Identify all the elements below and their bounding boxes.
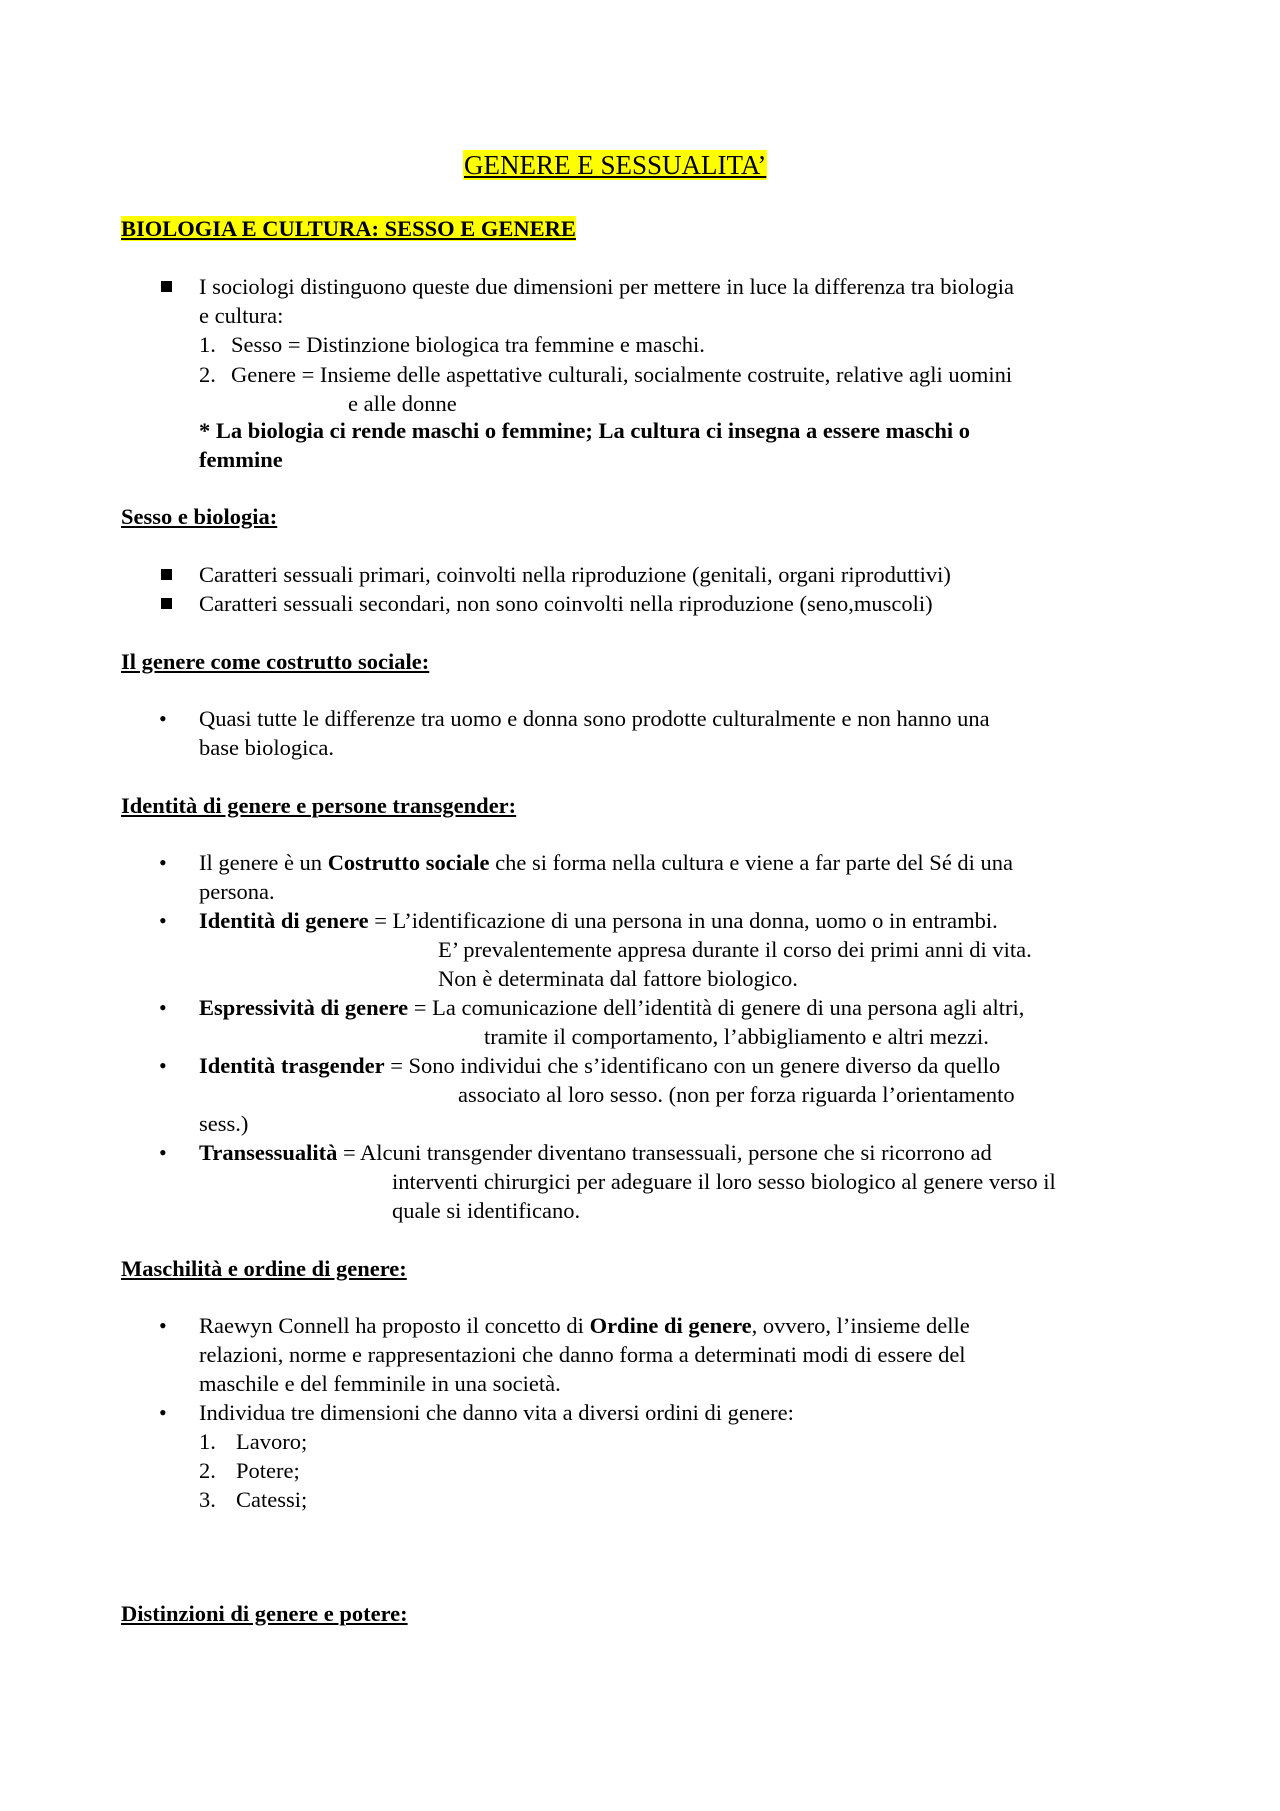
bullet-dot-icon: • [159,1140,167,1165]
bold-note: * La biologia ci rende maschi o femmine; La cultura ci insegna a essere maschi o [199,418,970,443]
bullet-text: Caratteri sessuali secondari, non sono coinvolti nella riproduzione (seno,muscoli) [199,591,933,616]
bullet-text-continuation: E’ prevalentemente appresa durante il corso dei primi anni di vita. [438,937,1032,962]
bullet-text: I sociologi distinguono queste due dimensioni per mettere in luce la differenza tra biologia [199,274,1014,299]
bullet-text: Transessualità = Alcuni transgender diventano transessuali, persone che si ricorrono ad [199,1140,992,1165]
bullet-dot-icon: • [159,995,167,1020]
bullet-text-continuation: tramite il comportamento, l’abbigliamento e altri mezzi. [484,1024,989,1049]
bullet-text-continuation: persona. [199,879,275,904]
bullet-text: Identità di genere = L’identificazione di una persona in una donna, uomo o in entrambi. [199,908,998,933]
section-heading-maschilita: Maschilità e ordine di genere: [121,1256,407,1281]
square-bullet-icon [161,598,172,609]
bullet-text: Raewyn Connell ha proposto il concetto di Ordine di genere, ovvero, l’insieme delle [199,1313,970,1338]
bullet-text-continuation: quale si identificano. [392,1198,581,1223]
bullet-text-continuation: Non è determinata dal fattore biologico. [438,966,798,991]
numbered-item-continuation: e alle donne [348,391,457,416]
bullet-text: Identità trasgender = Sono individui che s’identificano con un genere diverso da quello [199,1053,1001,1078]
bold-note-continuation: femmine [199,447,283,472]
numbered-item: 2. Genere = Insieme delle aspettative culturali, socialmente costruite, relative agli uomini [199,362,1013,387]
numbered-item: 3. Catessi; [199,1487,308,1512]
bullet-text-continuation: associato al loro sesso. (non per forza riguarda l’orientamento [458,1082,1015,1107]
bullet-dot-icon: • [159,850,167,875]
section-heading-biologia-cultura: BIOLOGIA E CULTURA: SESSO E GENERE [121,216,576,241]
bullet-text: Individua tre dimensioni che danno vita a diversi ordini di genere: [199,1400,794,1425]
bullet-text: Espressività di genere = La comunicazione dell’identità di genere di una persona agli altri, [199,995,1025,1020]
bullet-dot-icon: • [159,1313,167,1338]
bullet-text: Il genere è un Costrutto sociale che si forma nella cultura e viene a far parte del Sé di una [199,850,1014,875]
section-heading-identita-genere: Identità di genere e persone transgender: [121,793,517,818]
square-bullet-icon [161,569,172,580]
bullet-text-continuation: relazioni, norme e rappresentazioni che danno forma a determinati modi di essere del [199,1342,966,1367]
bullet-text-continuation: sess.) [199,1111,249,1136]
bullet-text-continuation: maschile e del femminile in una società. [199,1371,561,1396]
bullet-text: Quasi tutte le differenze tra uomo e donna sono prodotte culturalmente e non hanno una [199,706,990,731]
section-heading-costrutto-sociale: Il genere come costrutto sociale: [121,649,430,674]
bullet-dot-icon: • [159,1053,167,1078]
bullet-dot-icon: • [159,1400,167,1425]
numbered-item: 1. Lavoro; [199,1429,308,1454]
bullet-text-continuation: interventi chirurgici per adeguare il loro sesso biologico al genere verso il [392,1169,1056,1194]
square-bullet-icon [161,281,172,292]
bullet-text-continuation: base biologica. [199,735,334,760]
numbered-item: 1. Sesso = Distinzione biologica tra femmine e maschi. [199,332,705,357]
page-title: GENERE E SESSUALITA’ [464,150,767,180]
bullet-text: Caratteri sessuali primari, coinvolti nella riproduzione (genitali, organi riproduttivi) [199,562,951,587]
numbered-item: 2. Potere; [199,1458,300,1483]
bullet-dot-icon: • [159,706,167,731]
bullet-dot-icon: • [159,908,167,933]
section-heading-distinzioni-potere: Distinzioni di genere e potere: [121,1601,408,1626]
section-heading-sesso-biologia: Sesso e biologia: [121,504,278,529]
bullet-text-continuation: e cultura: [199,303,284,328]
